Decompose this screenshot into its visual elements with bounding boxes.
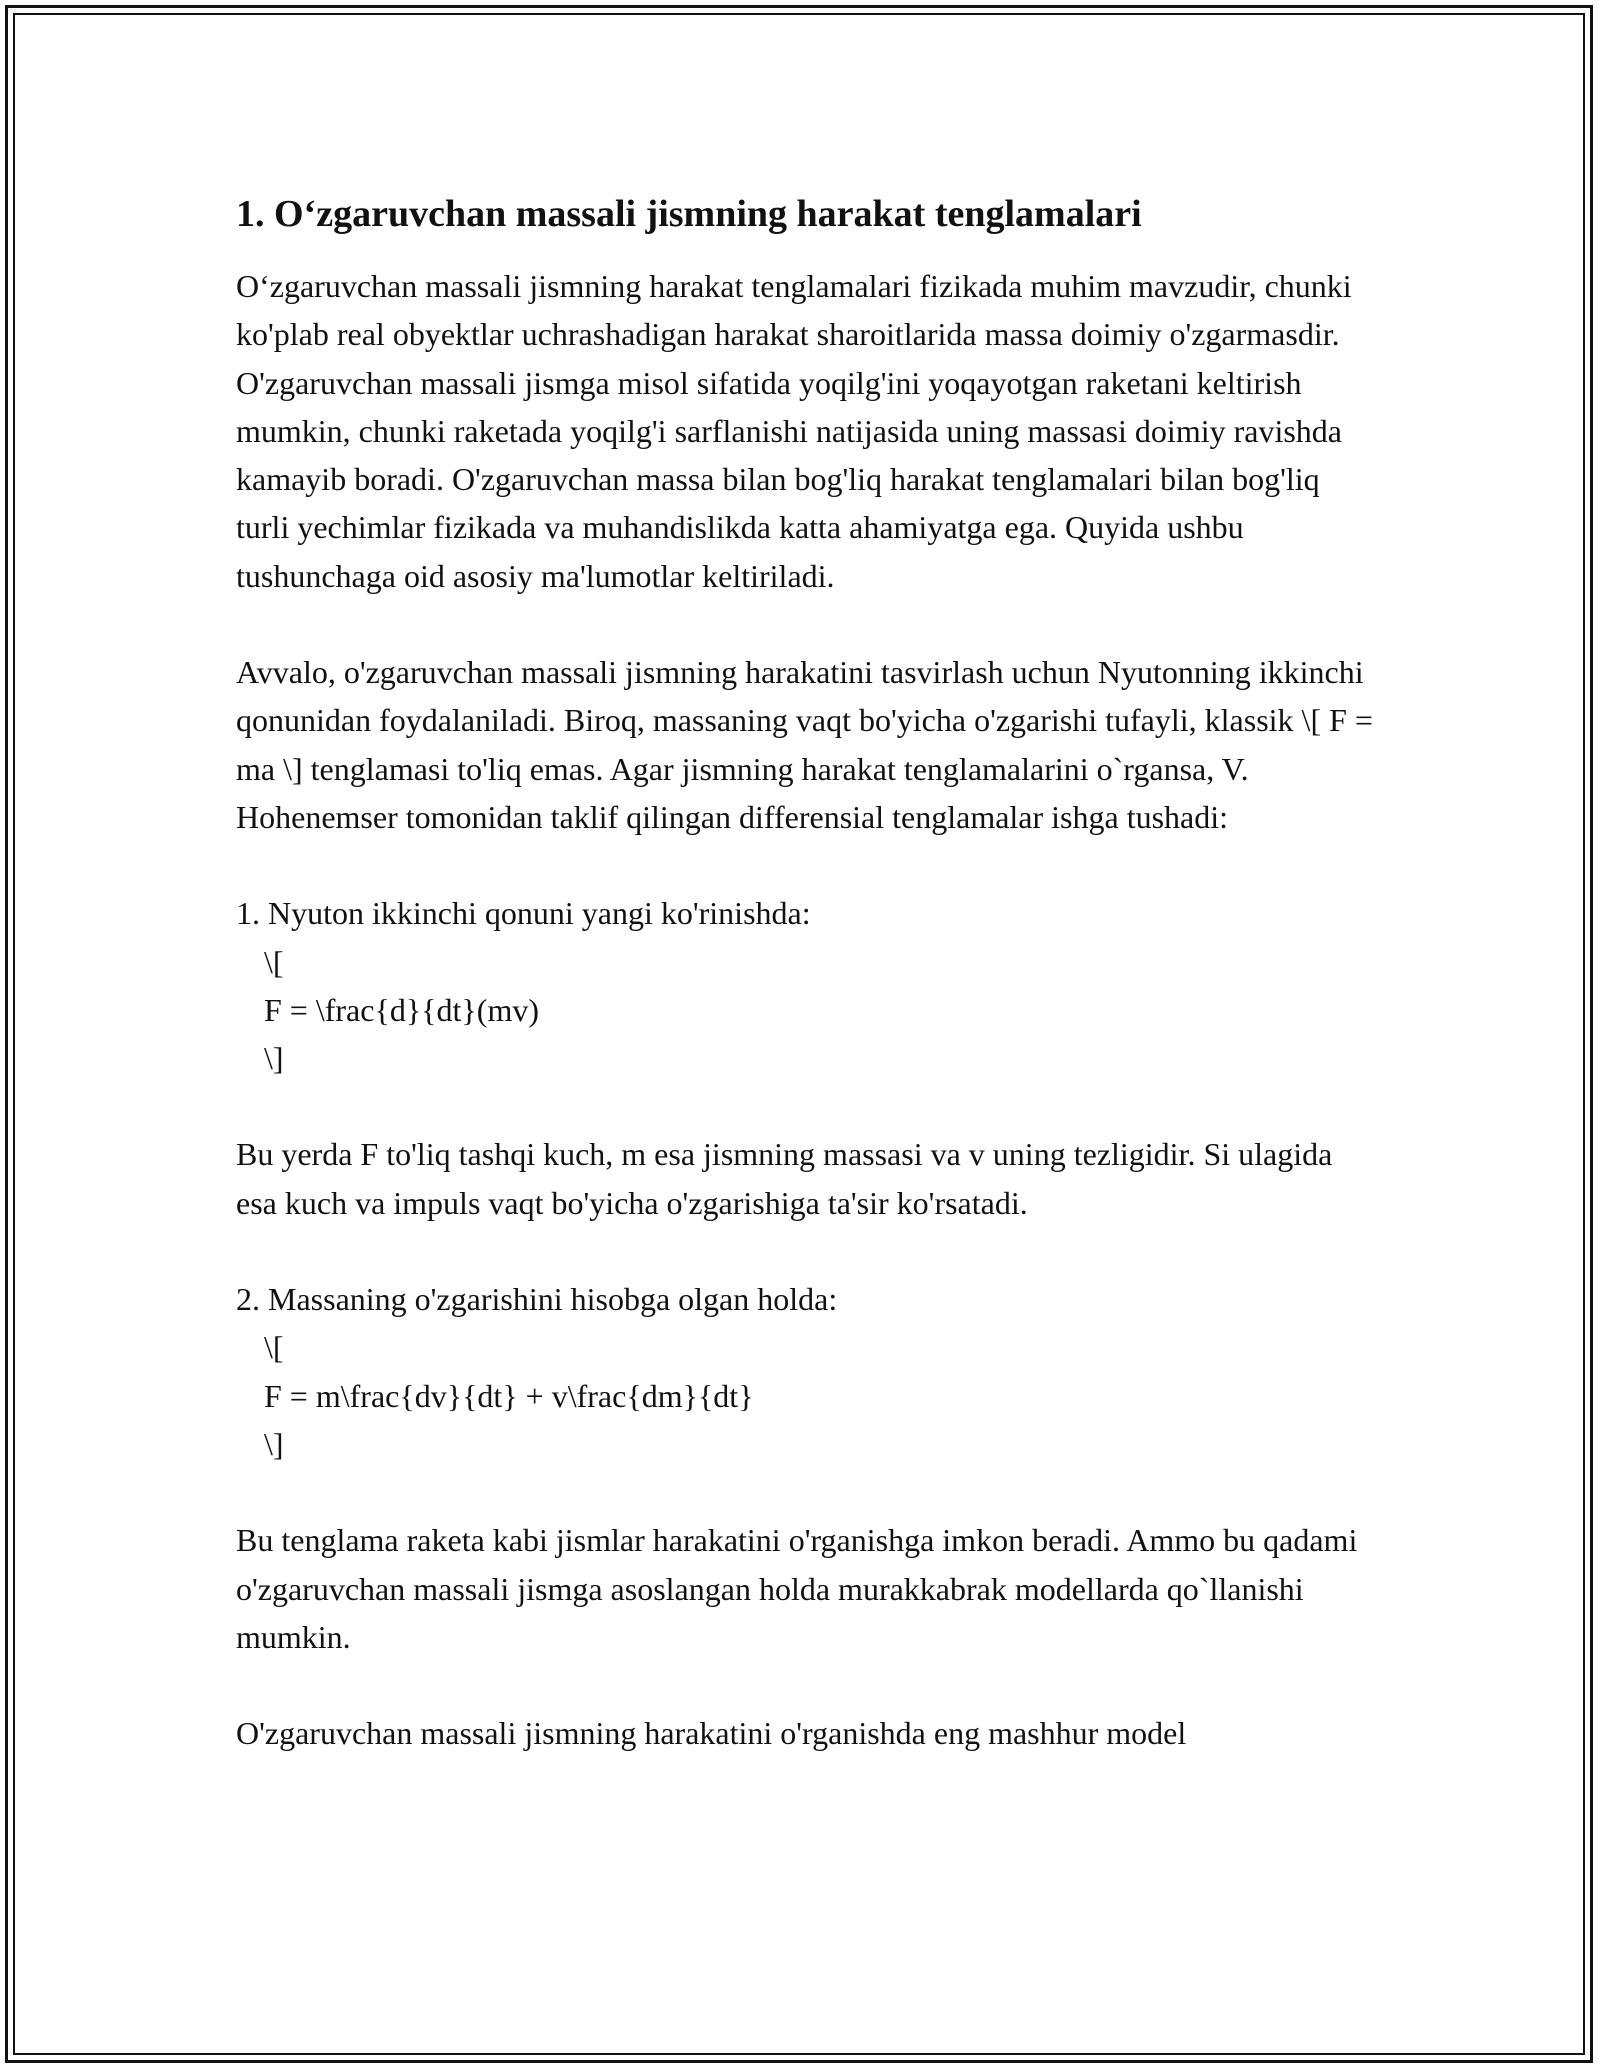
equation-item-1-heading: 1. Nyuton ikkinchi qonuni yangi ko'rinishda:: [236, 895, 811, 932]
equation-2-close: \]: [264, 1425, 284, 1462]
equation-item-2: [236, 1275, 1376, 1468]
equation-1-open: \[: [264, 943, 284, 980]
section-title: 1. O‘zgaruvchan massali jismning harakat tenglamalari: [236, 193, 1142, 235]
explanation-paragraph: Bu yerda F to'liq tashqi kuch, m esa jismning massasi va v uning tezligidir. Si ulagida esa kuch va impuls vaqt bo'yicha o'zgarishiga ta'sir ko'rsatadi.: [236, 1136, 1333, 1221]
equation-1-formula: F = \frac{d}{dt}(mv): [264, 991, 539, 1028]
newton-law-paragraph: Avvalo, o'zgaruvchan massali jismning harakatini tasvirlash uchun Nyutonning ikkinchi qonunidan foydalaniladi. Biroq, massaning vaqt bo'yicha o'zgarishi tufayli, klassik \[ F = ma \] tenglamasi to'liq emas. Agar jismning harakat tenglamalarini o`rgansa, V. Hohenemser tomonidan taklif qilingan differensial tenglamalar ishga tushadi:: [236, 654, 1373, 835]
equation-item-2-heading: 2. Massaning o'zgarishini hisobga olgan holda:: [236, 1281, 838, 1318]
intro-paragraph: O‘zgaruvchan massali jismning harakat tenglamalari fizikada muhim mavzudir, chunki ko'plab real obyektlar uchrashadigan harakat sharoitlarida massa doimiy o'zgarmasdir. O'zgaruvchan massali jismga misol sifatida yoqilg'ini yoqayotgan raketani keltirish mumkin, chunki raketada yoqilg'i sarflanishi natijasida uning massasi doimiy ravishda kamayib boradi. O'zgaruvchan massa bilan bog'liq harakat tenglamalari bilan bog'liq turli yechimlar fizikada va muhandislikda katta ahamiyatga ega. Quyida ushbu tushunchaga oid asosiy ma'lumotlar keltiriladi.: [236, 268, 1352, 594]
rocket-paragraph: Bu tenglama raketa kabi jismlar harakatini o'rganishga imkon beradi. Ammo bu qadami o'zgaruvchan massali jismga asoslangan holda murakkabrak modellarda qo`llanishi mumkin.: [236, 1522, 1358, 1655]
equation-item-1: [236, 889, 1376, 1082]
document-body: [236, 186, 1376, 1757]
model-paragraph: O'zgaruvchan massali jismning harakatini o'rganishda eng mashhur model: [236, 1715, 1187, 1752]
equation-2-open: \[: [264, 1329, 284, 1366]
equation-2-formula: F = m\frac{dv}{dt} + v\frac{dm}{dt}: [264, 1377, 754, 1414]
equation-1-close: \]: [264, 1040, 284, 1077]
